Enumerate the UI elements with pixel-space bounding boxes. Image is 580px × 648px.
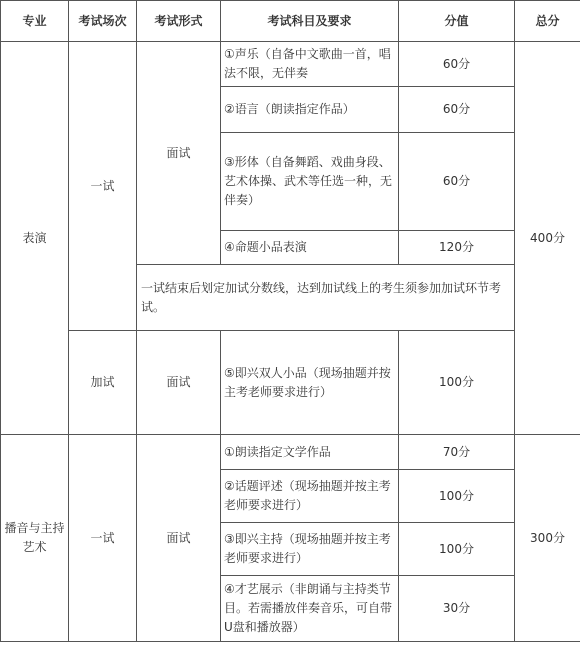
score-cell: 100分 <box>399 470 515 523</box>
subject-cell: ①朗读指定文学作品 <box>221 435 399 470</box>
header-round: 考试场次 <box>69 1 137 42</box>
score-cell: 70分 <box>399 435 515 470</box>
round-cell: 加试 <box>69 331 137 435</box>
format-cell: 面试 <box>137 331 221 435</box>
score-cell: 60分 <box>399 42 515 87</box>
header-row <box>1 1 580 42</box>
format-cell: 面试 <box>137 435 221 642</box>
round-cell: 一试 <box>69 42 137 331</box>
score-cell: 120分 <box>399 231 515 265</box>
header-score: 分值 <box>399 1 515 42</box>
subject-cell: ②语言（朗读指定作品） <box>221 87 399 133</box>
subject-cell: ③形体（自备舞蹈、戏曲身段、艺术体操、武术等任选一种，无伴奏） <box>221 133 399 231</box>
subject-cell: ②话题评述（现场抽题并按主考老师要求进行） <box>221 470 399 523</box>
score-cell: 60分 <box>399 87 515 133</box>
subject-cell: ④命题小品表演 <box>221 231 399 265</box>
score-cell: 60分 <box>399 133 515 231</box>
subject-cell: ⑤即兴双人小品（现场抽题并按主考老师要求进行） <box>221 331 399 435</box>
score-cell: 30分 <box>399 576 515 642</box>
score-cell: 100分 <box>399 523 515 576</box>
round-cell: 一试 <box>69 435 137 642</box>
header-subject: 考试科目及要求 <box>221 1 399 42</box>
major-cell: 表演 <box>1 42 69 435</box>
header-major: 专业 <box>1 1 69 42</box>
subject-cell: ④才艺展示（非朗诵与主持类节目。若需播放伴奏音乐，可自带U盘和播放器） <box>221 576 399 642</box>
total-cell: 400分 <box>515 42 580 435</box>
score-cell: 100分 <box>399 331 515 435</box>
header-format: 考试形式 <box>137 1 221 42</box>
header-total: 总分 <box>515 1 580 42</box>
format-cell: 面试 <box>137 42 221 265</box>
note-cell: 一试结束后划定加试分数线，达到加试线上的考生须参加加试环节考试。 <box>137 265 515 331</box>
total-cell: 300分 <box>515 435 580 642</box>
subject-cell: ③即兴主持（现场抽题并按主考老师要求进行） <box>221 523 399 576</box>
subject-cell: ①声乐（自备中文歌曲一首，唱法不限，无伴奏 <box>221 42 399 87</box>
table-row <box>1 331 580 435</box>
table-row <box>1 435 580 470</box>
major-cell: 播音与主持艺术 <box>1 435 69 642</box>
table-row <box>1 42 580 87</box>
